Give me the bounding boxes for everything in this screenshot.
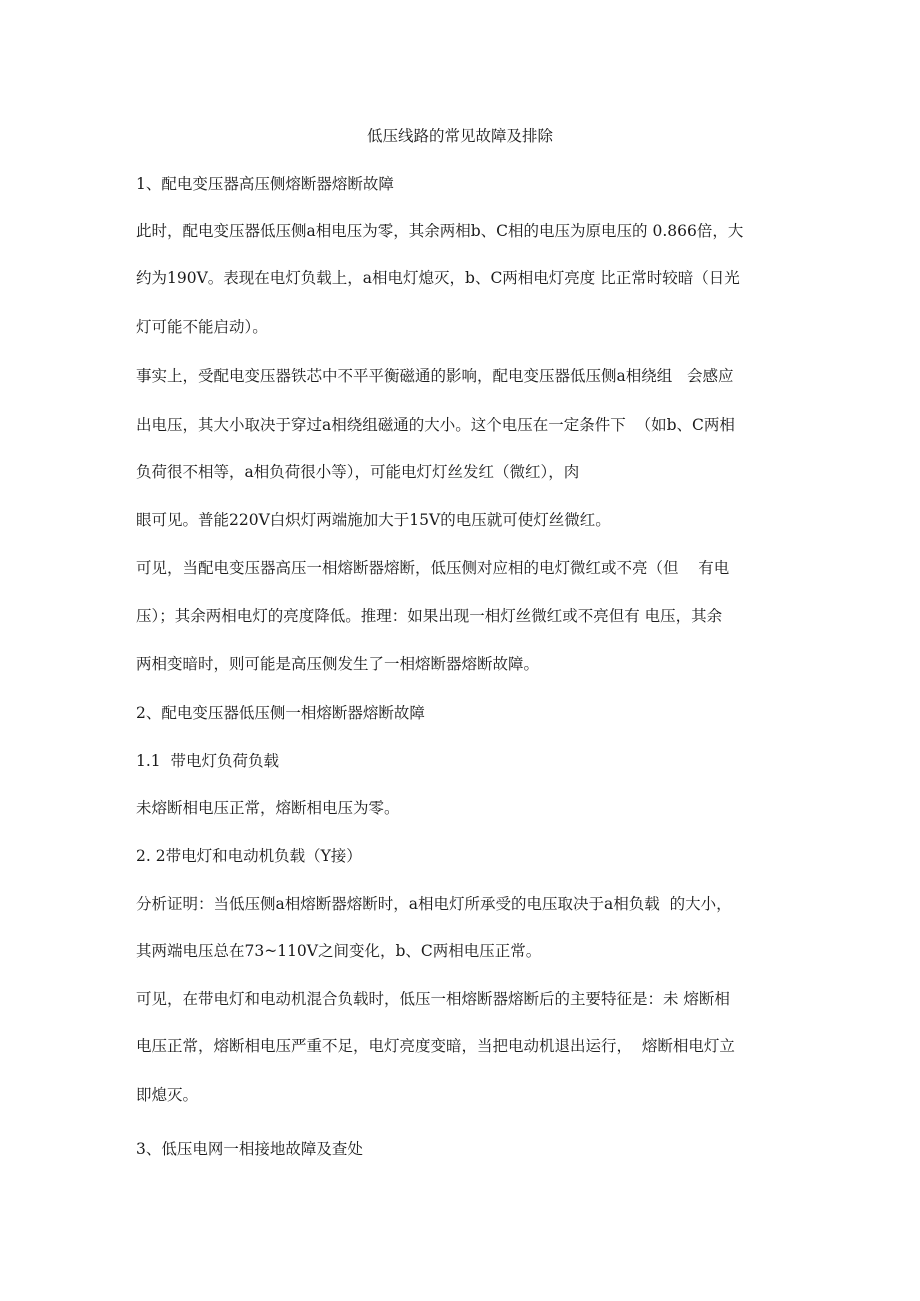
paragraph-line: 约为190V。表现在电灯负载上，a相电灯熄灭，b、C两相电灯亮度 比正常时较暗（日光 (136, 269, 740, 287)
paragraph-line: 电压正常，熔断相电压严重不足，电灯亮度变暗，当把电动机退出运行， 熔断相电灯立 (136, 1037, 735, 1055)
paragraph-line: 可见，在带电灯和电动机混合负载时，低压一相熔断器熔断后的主要特征是：未 熔断相 (136, 990, 730, 1008)
paragraph-line: 负荷很不相等，a相负荷很小等），可能电灯灯丝发红（微红），肉 (136, 463, 580, 481)
section-heading-3: 3、低压电网一相接地故障及查处 (136, 1140, 363, 1158)
paragraph-line: 可见，当配电变压器高压一相熔断器熔断，低压侧对应相的电灯微红或不亮（但 有电 (136, 559, 730, 577)
paragraph-line: 未熔断相电压正常，熔断相电压为零。 (136, 799, 400, 817)
paragraph-line: 即熄灭。 (136, 1086, 199, 1104)
section-heading-2: 2、配电变压器低压侧一相熔断器熔断故障 (136, 704, 425, 722)
paragraph-line: 分析证明：当低压侧a相熔断器熔断时，a相电灯所承受的电压取决于a相负载 的大小， (136, 895, 732, 913)
page-title: 低压线路的常见故障及排除 (366, 127, 553, 145)
subsection-heading: 2. 2带电灯和电动机负载（Y接） (136, 847, 362, 865)
subsection-heading: 1.1 带电灯负荷负载 (136, 752, 280, 770)
paragraph-line: 灯可能不能启动）。 (136, 318, 268, 336)
section-heading-1: 1、配电变压器高压侧熔断器熔断故障 (136, 175, 394, 193)
paragraph-line: 其两端电压总在73~110V之间变化，b、C两相电压正常。 (136, 942, 542, 960)
paragraph-line: 出电压，其大小取决于穿过a相绕组磁通的大小。这个电压在一定条件下 （如b、C两相 (136, 416, 735, 434)
paragraph-line: 此时，配电变压器低压侧a相电压为零，其余两相b、C相的电压为原电压的 0.866倍，大 (136, 222, 744, 240)
paragraph-line: 压）；其余两相电灯的亮度降低。推理：如果出现一相灯丝微红或不亮但有 电压，其余 (136, 607, 723, 625)
paragraph-line: 两相变暗时，则可能是高压侧发生了一相熔断器熔断故障。 (136, 655, 540, 673)
paragraph-line: 眼可见。普能220V白炽灯两端施加大于15V的电压就可使灯丝微红。 (136, 511, 611, 529)
paragraph-line: 事实上，受配电变压器铁芯中不平平衡磁通的影响，配电变压器低压侧a相绕组 会感应 (136, 367, 734, 385)
